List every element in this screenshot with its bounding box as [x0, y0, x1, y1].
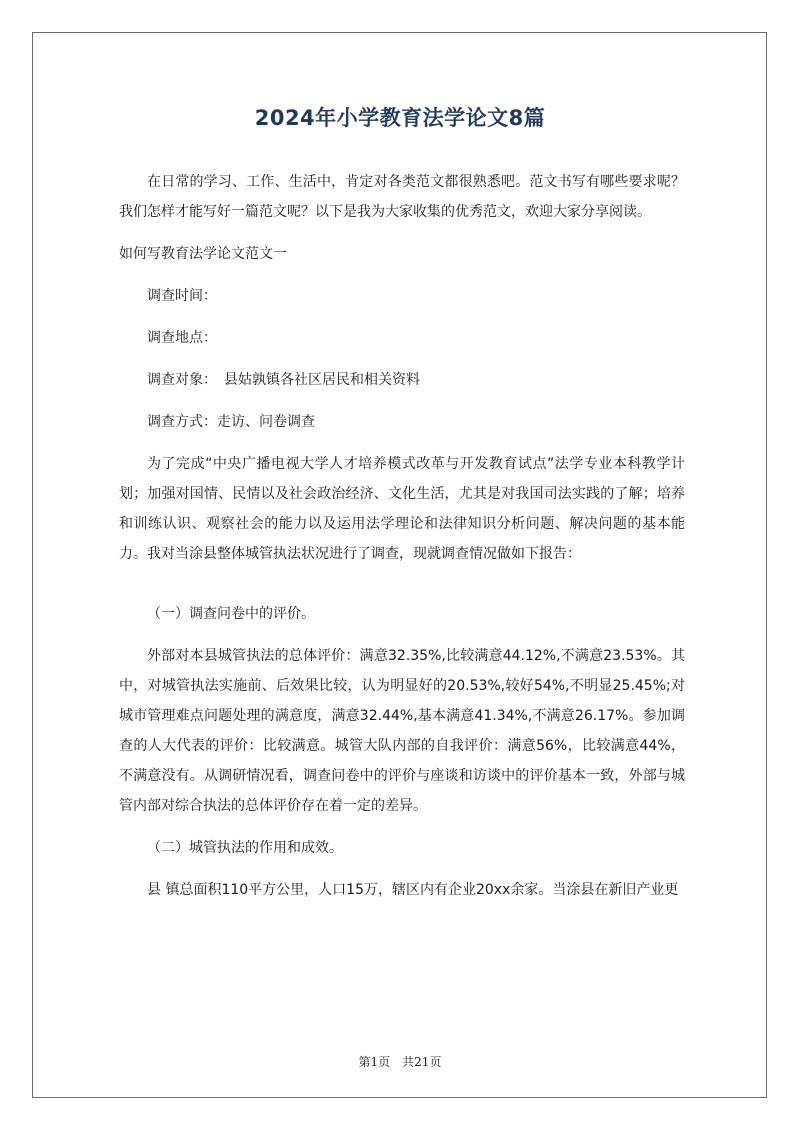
- page-footer: [0, 1053, 800, 1070]
- survey-subjects: 调查对象： 县姑孰镇各社区居民和相关资料: [147, 372, 420, 388]
- intro-paragraph: 在日常的学习、工作、生活中，肯定对各类范文都很熟悉吧。范文书写有哪些要求呢？我们怎样才能写好一篇范文呢？以下是我为大家收集的优秀范文，欢迎大家分享阅读。: [119, 174, 685, 220]
- page-total: 共21页: [402, 1055, 442, 1069]
- county-paragraph: 县 镇总面积110平方公里，人口15万，辖区内有企业20xx余家。当涂县在新旧产业更: [147, 882, 679, 898]
- survey-location: 调查地点：: [147, 330, 217, 346]
- document-title: 2024年小学教育法学论文8篇: [254, 106, 546, 130]
- page-number: 第1页: [358, 1055, 391, 1069]
- survey-time: 调查时间：: [147, 288, 217, 304]
- survey-method: 调查方式：走访、问卷调查: [147, 414, 315, 430]
- subsection-heading-1: （一）调查问卷中的评价。: [147, 606, 315, 622]
- document-body: [119, 167, 685, 917]
- subsection-heading-2: （二）城管执法的作用和成效。: [147, 840, 343, 856]
- evaluation-paragraph: 外部对本县城管执法的总体评价：满意32.35%,比较满意44.12%,不满意23.53%。其中，对城管执法实施前、后效果比较，认为明显好的20.53%,较好54%,不明显25.45%;对城市管理难点问题处理的满意度，满意32.44%,基本满意41.34%,不满意26.17%。参加调查的人大代表的评价：比较满意。城管大队内部的自我评价：满意56%，比较满意44%，不满意没有。从调研情况看，调查问卷中的评价与座谈和访谈中的评价基本一致，外部与城管内部对综合执法的总体评价存在着一定的差异。: [119, 648, 685, 814]
- section-heading: 如何写教育法学论文范文一: [119, 246, 287, 262]
- purpose-paragraph: 为了完成“中央广播电视大学人才培养模式改革与开发教育试点”法学专业本科教学计划；加强对国情、民情以及社会政治经济、文化生活，尤其是对我国司法实践的了解；培养和训练认识、观察社会的能力以及运用法学理论和法律知识分析问题、解决问题的基本能力。我对当涂县整体城管执法状况进行了调查，现就调查情况做如下报告：: [119, 456, 685, 562]
